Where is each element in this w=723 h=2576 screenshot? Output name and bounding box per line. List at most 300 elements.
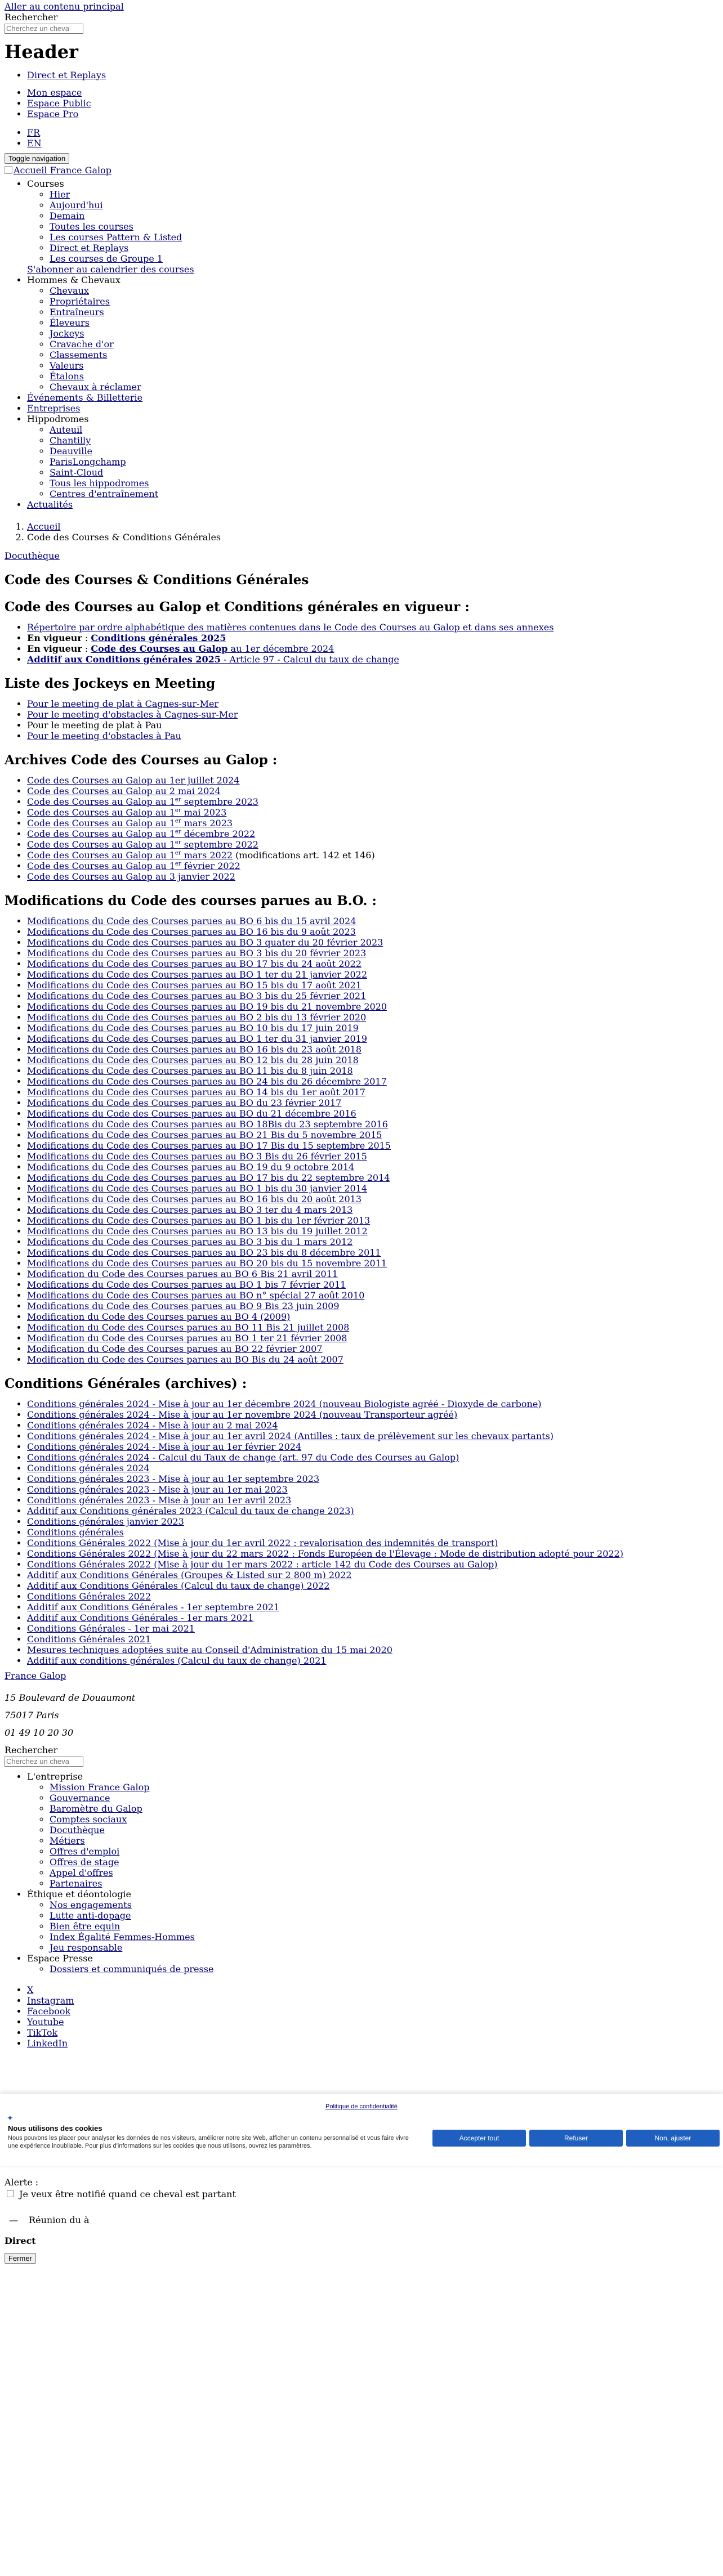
espace-public-link[interactable]: Espace Public	[27, 97, 91, 109]
list-item	[27, 1399, 709, 1409]
list-item	[27, 796, 709, 807]
list-item	[27, 828, 709, 839]
main-navigation	[5, 178, 709, 510]
archive-note: (modifications art. 142 et 146)	[233, 850, 375, 861]
modif-bo-link[interactable]: Modifications du Code des Courses parues au BO 17 bis du 24 août 2022	[27, 958, 362, 969]
archive-text: Code des Courses au Galop au 3 janvier 2022	[27, 871, 235, 882]
modif-bo-link[interactable]: Modifications du Code des Courses parues au BO 1 ter du 21 janvier 2022	[27, 969, 367, 980]
repertoire-link[interactable]: Répertoire par ordre alphabétique des matières contenues dans le Code des Courses au Galop et dans ses annexes	[27, 622, 554, 633]
nav-subitem	[50, 435, 709, 446]
modif-bo-link[interactable]: Modifications du Code des Courses parues au BO du 21 décembre 2016	[27, 1108, 356, 1119]
modif-bo-link[interactable]: Modifications du Code des Courses parues au BO 10 bis du 17 juin 2019	[27, 1023, 359, 1033]
nav-hommes-label[interactable]: Hommes & Chevaux	[27, 275, 120, 285]
modif-bo-link[interactable]: Modification du Code des Courses parues au BO Bis du 24 août 2007	[27, 1354, 343, 1365]
conditions-archive-link[interactable]: Conditions générales 2023 - Mise à jour au 1er avril 2023	[27, 1495, 292, 1506]
social-link[interactable]: Instagram	[27, 1995, 74, 2006]
modif-bo-link[interactable]: Modifications du Code des Courses parues au BO 1 bis 7 février 2011	[27, 1279, 346, 1290]
modif-bo-link[interactable]: Modifications du Code des Courses parues au BO 1 bis du 30 janvier 2014	[27, 1183, 368, 1194]
list-item	[27, 1559, 709, 1570]
archive-code-link[interactable]	[27, 839, 258, 850]
social-link[interactable]: Facebook	[27, 2005, 71, 2017]
breadcrumb-item	[27, 532, 709, 543]
lang-fr-link[interactable]: FR	[27, 127, 41, 138]
modif-bo-link[interactable]: Modifications du Code des Courses parues au BO 3 bis du 20 février 2023	[27, 948, 367, 958]
jockeys-link[interactable]: Pour le meeting de plat à Cagnes-sur-Mer	[27, 698, 219, 709]
nav-chantilly-link[interactable]: Chantilly	[50, 435, 91, 446]
reunion-dash: —	[9, 2215, 18, 2225]
list-item	[27, 1215, 709, 1226]
modif-bo-link[interactable]: Modifications du Code des Courses parues au BO 6 bis du 15 avril 2024	[27, 916, 356, 926]
footer-entreprise-link[interactable]: Métiers	[50, 1835, 85, 1846]
footer-menu	[5, 1771, 709, 1974]
list-item	[27, 654, 709, 665]
footer-entreprise-link[interactable]: Offres de stage	[50, 1856, 119, 1867]
lang-en-link[interactable]: EN	[27, 137, 42, 149]
footer-entreprise-link[interactable]: Docuthèque	[50, 1824, 105, 1835]
alert-checkbox-label: Je veux être notifié quand ce cheval est partant	[19, 2189, 236, 2199]
archive-code-link[interactable]	[27, 775, 239, 786]
nav-subitem	[50, 424, 709, 435]
footer-entreprise-link[interactable]: Mission France Galop	[50, 1781, 150, 1793]
nav-subitem	[50, 360, 709, 371]
conditions-archive-link[interactable]: Conditions générales 2024 - Mise à jour au 1er novembre 2024 (nouveau Transporteur agréé)	[27, 1409, 458, 1420]
archive-sup: er	[175, 839, 181, 846]
list-item	[27, 1333, 709, 1343]
modif-bo-link[interactable]: Modifications du Code des Courses parues au BO 16 bis du 9 août 2023	[27, 926, 356, 937]
modif-bo-link[interactable]: Modifications du Code des Courses parues au BO 17 bis du 22 septembre 2014	[27, 1172, 390, 1183]
modif-bo-link[interactable]: Modifications du Code des Courses parues au BO 19 bis du 21 novembre 2020	[27, 1001, 387, 1012]
nav-hier-link[interactable]: Hier	[50, 189, 70, 200]
modif-bo-link[interactable]: Modifications du Code des Courses parues au BO 3 ter du 4 mars 2013	[27, 1204, 353, 1215]
archive-code-link[interactable]	[27, 796, 258, 807]
modif-bo-link[interactable]: Modifications du Code des Courses parues au BO 21 Bis du 5 novembre 2015	[27, 1130, 382, 1140]
footer-ethique-list	[27, 1899, 709, 1953]
modif-bo-link[interactable]: Modifications du Code des Courses parues au BO 1 ter du 31 janvier 2019	[27, 1033, 367, 1044]
footer-entreprise-link[interactable]: Appel d'offres	[50, 1867, 113, 1878]
page-title: Code des Courses & Conditions Générales	[5, 572, 309, 588]
article-97-link[interactable]: - Article 97 - Calcul du taux de change	[220, 654, 399, 665]
list-item	[50, 1964, 709, 1974]
modif-bo-link[interactable]: Modifications du Code des Courses parues au BO du 23 février 2017	[27, 1097, 342, 1108]
archive-text: Code des Courses au Galop au 1	[27, 818, 175, 828]
list-item	[50, 1835, 709, 1846]
close-button[interactable]: Fermer	[5, 2253, 36, 2264]
jockeys-link[interactable]: Pour le meeting d'obstacles à Pau	[27, 731, 181, 741]
list-item	[27, 1623, 709, 1634]
list-item	[27, 1655, 709, 1666]
social-link[interactable]: Youtube	[27, 2016, 64, 2027]
list-item	[27, 807, 709, 818]
subscribe-calendar-link[interactable]: S'abonner au calendrier des courses	[27, 264, 194, 275]
modif-bo-link[interactable]: Modifications du Code des Courses parues au BO 3 bis du 1 mars 2012	[27, 1237, 353, 1247]
modif-bo-link[interactable]: Modifications du Code des Courses parues au BO 16 bis du 20 août 2013	[27, 1194, 362, 1204]
nav-subitem	[50, 296, 709, 307]
modif-bo-link[interactable]: Modifications du Code des Courses parues au BO n° spécial 27 août 2010	[27, 1290, 365, 1301]
list-item	[27, 1279, 709, 1290]
list-item	[50, 1814, 709, 1825]
footer-presse-link[interactable]: Dossiers et communiqués de presse	[50, 1963, 214, 1974]
nav-valeurs-link[interactable]: Valeurs	[50, 360, 84, 371]
conditions-archive-link[interactable]: Additif aux conditions générales (Calcul du taux de change) 2021	[27, 1655, 327, 1666]
modif-bo-link[interactable]: Modifications du Code des Courses parues au BO 19 du 9 octobre 2014	[27, 1162, 355, 1172]
nav-deauville-link[interactable]: Deauville	[50, 446, 92, 456]
footer-entreprise-link[interactable]: Partenaires	[50, 1878, 102, 1889]
en-vigueur-label: En vigueur	[27, 633, 82, 643]
list-item	[50, 1921, 709, 1932]
archive-text: Code des Courses au Galop au 1	[27, 839, 175, 850]
section-vigueur-title: Code des Courses au Galop et Conditions générales en vigueur :	[5, 599, 470, 615]
docutheque-link[interactable]: Docuthèque	[5, 550, 60, 561]
conditions-archive-link[interactable]: Additif aux Conditions Générales - 1er mars 2021	[27, 1612, 254, 1623]
list-item	[27, 1012, 709, 1023]
header-title: Header	[5, 41, 78, 62]
list-item	[27, 1484, 709, 1495]
list-item	[27, 850, 709, 861]
nav-cravache-link[interactable]: Cravache d'or	[50, 339, 114, 350]
social-link[interactable]: X	[27, 1984, 34, 1995]
cookie-icon[interactable]: ✦	[7, 2113, 14, 2122]
archive-code-link[interactable]	[27, 828, 255, 839]
list-item	[27, 1076, 709, 1087]
modif-bo-link[interactable]: Modifications du Code des Courses parues au BO 24 bis du 26 décembre 2017	[27, 1076, 387, 1087]
footer-search-input[interactable]	[5, 1757, 83, 1767]
list-item	[27, 775, 709, 786]
footer-ethique-link[interactable]: Bien être equin	[50, 1920, 120, 1932]
modif-bo-link[interactable]: Modifications du Code des Courses parues au BO 14 bis du 1er août 2017	[27, 1087, 365, 1097]
footer-ethique-link[interactable]: Jeu responsable	[50, 1942, 123, 1953]
archive-date: septembre 2023	[181, 796, 258, 807]
conditions-archive-link[interactable]: Additif aux Conditions générales 2023 (Calcul du taux de change 2023)	[27, 1506, 354, 1516]
jockeys-link[interactable]: Pour le meeting d'obstacles à Cagnes-sur-Mer	[27, 709, 238, 720]
conditions-archive-link[interactable]: Conditions Générales 2022 (Mise à jour du 1er avril 2022 : revalorisation des indemnités de transport)	[27, 1538, 498, 1548]
list-item	[27, 1634, 709, 1645]
list-item	[27, 1087, 709, 1097]
cookie-banner	[0, 2094, 723, 2166]
cookie-description: Nous pouvons les placer pour analyser les données de nos visiteurs, améliorer notre site Web, afficher un contenu personnalisé et vous faire vivre une expérience inoubliable. Pour plus d'informations sur les cookies que nous utilisons, ouvrez les paramètres.	[8, 2135, 409, 2149]
nav-hommes-submenu	[27, 285, 709, 392]
direct-title: Direct	[5, 2235, 36, 2246]
section-jockeys-title: Liste des Jockeys en Meeting	[5, 676, 216, 691]
conditions-archive-link[interactable]: Conditions Générales - 1er mai 2021	[27, 1623, 195, 1634]
archive-code-link[interactable]	[27, 818, 233, 828]
list-item	[27, 1140, 709, 1151]
list-item	[27, 1580, 709, 1591]
list-item	[27, 1044, 709, 1055]
direct-replays-link[interactable]: Direct et Replays	[27, 69, 106, 80]
list-item	[27, 1984, 709, 1995]
nav-subitem	[50, 221, 709, 232]
list-item	[27, 1420, 709, 1431]
privacy-policy-link[interactable]: Politique de confidentialité	[325, 2103, 398, 2110]
archive-sup: er	[175, 818, 181, 825]
list-item	[27, 1172, 709, 1183]
list-item	[27, 1258, 709, 1269]
refuse-button[interactable]: Refuser	[529, 2130, 623, 2147]
nav-subitem	[50, 317, 709, 328]
list-item	[27, 2017, 709, 2027]
modif-bo-link[interactable]: Modifications du Code des Courses parues au BO 18Bis du 23 septembre 2016	[27, 1119, 388, 1130]
list-item	[27, 1108, 709, 1119]
modif-bo-link[interactable]: Modifications du Code des Courses parues au BO 3 Bis du 26 février 2015	[27, 1151, 367, 1162]
nav-proprietaires-link[interactable]: Propriétaires	[50, 296, 110, 307]
nav-actualites-link[interactable]: Actualités	[27, 499, 73, 510]
nav-subitem	[50, 189, 709, 200]
footer-entreprise-link[interactable]: Offres d'emploi	[50, 1845, 120, 1857]
conditions-archive-link[interactable]: Conditions générales 2023 - Mise à jour au 1er septembre 2023	[27, 1473, 320, 1484]
conditions-archive-link[interactable]: Conditions générales 2024	[27, 1463, 150, 1473]
list-item	[27, 926, 709, 937]
nav-reclamer-link[interactable]: Chevaux à réclamer	[50, 382, 141, 392]
list-item	[50, 1899, 709, 1910]
conditions-archive-link[interactable]: Conditions générales 2024 - Mise à jour au 1er décembre 2024 (nouveau Biologiste agréé - Dioxyde de carbone)	[27, 1399, 542, 1409]
reunion-text: Réunion du à	[29, 2215, 90, 2225]
list-item	[50, 1793, 709, 1803]
list-item	[27, 1645, 709, 1655]
accept-all-button[interactable]: Accepter tout	[432, 2130, 526, 2147]
list-item	[50, 1867, 709, 1878]
footer-entreprise	[27, 1771, 709, 1889]
list-item: • En vigueur : Code des Courses au Galop au 1er décembre 2024	[27, 643, 709, 654]
list-item	[27, 1995, 709, 2006]
nav-toutes-courses-link[interactable]: Toutes les courses	[50, 221, 133, 232]
conditions-archive-link[interactable]: Conditions générales 2024 - Calcul du Taux de change (art. 97 du Code des Courses au Galop)	[27, 1452, 459, 1463]
footer-address-line2: 75017 Paris	[5, 1710, 59, 1721]
modif-bo-link[interactable]: Modifications du Code des Courses parues au BO 3 quater du 20 février 2023	[27, 937, 383, 948]
language-item	[27, 127, 709, 138]
nav-subitem	[50, 371, 709, 382]
language-switcher	[5, 127, 709, 149]
modif-bo-link[interactable]: Modifications du Code des Courses parues au BO 11 bis du 8 juin 2018	[27, 1065, 353, 1076]
nav-hippodromes-label[interactable]: Hippodromes	[27, 414, 89, 424]
conditions-archive-link[interactable]: Conditions générales 2024 - Mise à jour au 2 mai 2024	[27, 1420, 278, 1431]
skip-link[interactable]: Aller au contenu principal	[5, 1, 124, 12]
list-item	[27, 839, 709, 850]
breadcrumb-home-link[interactable]: Accueil	[27, 521, 61, 532]
list-item	[27, 709, 709, 720]
list-item	[27, 1247, 709, 1258]
archive-code-link[interactable]	[27, 807, 226, 818]
nav-subitem	[50, 307, 709, 317]
list-item	[27, 1452, 709, 1463]
account-links	[5, 87, 709, 119]
conditions-archive-link[interactable]: Mesures techniques adoptées suite au Conseil d'Administration du 15 mai 2020	[27, 1645, 392, 1655]
nav-centres-link[interactable]: Centres d'entraînement	[50, 489, 159, 499]
conditions-archive-link[interactable]: Additif aux Conditions Générales - 1er septembre 2021	[27, 1602, 280, 1612]
modif-bo-link[interactable]: Modifications du Code des Courses parues au BO 1 bis du 1er février 2013	[27, 1215, 371, 1226]
archive-code-link[interactable]	[27, 861, 240, 871]
nav-jockeys-link[interactable]: Jockeys	[50, 328, 84, 339]
archive-code-link[interactable]	[27, 850, 233, 861]
list-item	[27, 991, 709, 1001]
nav-courses	[27, 178, 709, 275]
modif-bo-link[interactable]: Modifications du Code des Courses parues au BO 12 bis du 28 juin 2018	[27, 1055, 359, 1065]
nav-auteuil-link[interactable]: Auteuil	[50, 424, 83, 435]
modifs-list	[5, 916, 709, 1365]
nav-etalons-link[interactable]: Étalons	[50, 371, 84, 382]
conditions-archive-link[interactable]: Conditions générales	[27, 1527, 124, 1538]
nav-eleveurs-link[interactable]: Éleveurs	[50, 317, 90, 328]
conditions-archive-link[interactable]: Additif aux Conditions Générales (Groupes & Listed sur 2 800 m) 2022	[27, 1570, 352, 1580]
nav-subitem	[50, 253, 709, 264]
nav-subitem	[50, 446, 709, 456]
nav-groupe1-link[interactable]: Les courses de Groupe 1	[50, 253, 163, 264]
conditions-archive-link[interactable]: Additif aux Conditions Générales (Calcul du taux de change) 2022	[27, 1580, 330, 1591]
conditions-2025-link[interactable]: Conditions générales 2025	[91, 633, 226, 643]
conditions-archive-link[interactable]: Conditions générales 2023 - Mise à jour au 1er mai 2023	[27, 1484, 288, 1495]
conditions-archive-link[interactable]: Conditions Générales 2022	[27, 1591, 151, 1602]
modif-bo-link[interactable]: Modifications du Code des Courses parues au BO 16 bis du 23 août 2018	[27, 1044, 362, 1055]
nav-tous-hippodromes-link[interactable]: Tous les hippodromes	[50, 478, 149, 489]
nav-hippodromes-submenu	[27, 424, 709, 499]
list-item	[27, 1591, 709, 1602]
list-item	[27, 1431, 709, 1441]
modif-bo-link[interactable]: Modification du Code des Courses parues au BO 22 février 2007	[27, 1343, 323, 1354]
nav-pattern-listed-link[interactable]: Les courses Pattern & Listed	[50, 232, 182, 243]
modif-bo-link[interactable]: Modifications du Code des Courses parues au BO 13 bis du 19 juillet 2012	[27, 1226, 368, 1237]
nav-subitem	[50, 200, 709, 210]
reunion-row	[9, 2215, 90, 2225]
conditions-archive-link[interactable]: Conditions Générales 2022 (Mise à jour du 22 mars 2022 : Fonds Européen de l'Élevage : Mode de distribution adopté pour 2022)	[27, 1548, 623, 1559]
list-item	[27, 698, 709, 709]
espace-pro-link[interactable]: Espace Pro	[27, 108, 79, 119]
nav-chevaux-link[interactable]: Chevaux	[50, 285, 89, 296]
archive-date: mars 2023	[181, 818, 233, 828]
modif-bo-link[interactable]: Modifications du Code des Courses parues au BO 15 bis du 17 août 2021	[27, 980, 362, 991]
nav-subitem	[50, 210, 709, 221]
footer-brand-link[interactable]: France Galop	[5, 1670, 66, 1681]
list-item	[27, 1548, 709, 1559]
alert-section	[5, 2177, 236, 2199]
list-item	[27, 1226, 709, 1237]
list-item	[27, 861, 709, 871]
list-item: • En vigueur : Conditions générales 2025	[27, 633, 709, 643]
list-item	[27, 1301, 709, 1311]
en-vigueur-label: En vigueur	[27, 643, 82, 654]
list-item	[27, 1119, 709, 1130]
footer-entreprise-link[interactable]: Comptes sociaux	[50, 1813, 127, 1825]
nav-saint-cloud-link[interactable]: Saint-Cloud	[50, 467, 104, 478]
archive-text: Code des Courses au Galop au 1	[27, 796, 175, 807]
archive-sup: er	[175, 861, 181, 867]
social-link[interactable]: LinkedIn	[27, 2037, 68, 2049]
modif-bo-link[interactable]: Modification du Code des Courses parues au BO 6 Bis 21 avril 2011	[27, 1269, 338, 1279]
modif-bo-link[interactable]: Modifications du Code des Courses parues au BO 20 bis du 15 novembre 2011	[27, 1258, 387, 1269]
nav-subitem	[50, 489, 709, 499]
footer-search-label: Rechercher	[5, 1745, 58, 1755]
list-item	[27, 1538, 709, 1548]
modif-bo-link[interactable]: Modification du Code des Courses parues au BO 4 (2009)	[27, 1311, 291, 1322]
nav-aujourdhui-link[interactable]: Aujourd'hui	[50, 200, 103, 210]
archive-code-link[interactable]	[27, 786, 221, 796]
nav-courses-label[interactable]: Courses	[27, 178, 64, 189]
nav-hommes-chevaux	[27, 275, 709, 392]
modif-bo-link[interactable]: Modification du Code des Courses parues au BO 11 Bis 21 juillet 2008	[27, 1322, 350, 1333]
section-modifs-title: Modifications du Code des courses parues au B.O. :	[5, 893, 377, 908]
modif-bo-link[interactable]: Modifications du Code des Courses parues au BO 23 bis du 8 décembre 2011	[27, 1247, 381, 1258]
list-item	[27, 2006, 709, 2017]
list-item	[27, 1463, 709, 1473]
conditions-archive-link[interactable]: Conditions générales 2024 - Mise à jour au 1er février 2024	[27, 1441, 302, 1452]
nav-direct-replays-link[interactable]: Direct et Replays	[50, 243, 129, 253]
nav-subitem	[50, 285, 709, 296]
list-item	[27, 1506, 709, 1516]
list-item	[27, 1023, 709, 1033]
list-item	[50, 1857, 709, 1867]
search-input[interactable]	[5, 24, 83, 34]
modif-bo-link[interactable]: Modifications du Code des Courses parues au BO 3 bis du 25 février 2021	[27, 991, 367, 1001]
nav-subitem	[50, 467, 709, 478]
nav-entraineurs-link[interactable]: Entraîneurs	[50, 307, 104, 317]
archive-sup: er	[175, 850, 181, 857]
jockeys-list	[5, 698, 709, 741]
archive-text: Code des Courses au Galop au 1er juillet 2024	[27, 775, 240, 786]
alert-checkbox-row[interactable]	[5, 2189, 236, 2199]
archive-code-link[interactable]	[27, 871, 235, 882]
code-courses-link[interactable]	[91, 643, 334, 654]
nav-classements-link[interactable]: Classements	[50, 350, 108, 360]
additif-2025-link[interactable]: Additif aux Conditions générales 2025	[27, 654, 221, 665]
section-archives-cg-title: Conditions Générales (archives) :	[5, 1376, 247, 1391]
conditions-archive-link[interactable]: Conditions générales 2024 - Mise à jour au 1er avril 2024 (Antilles : taux de prélèvement sur les chevaux partants)	[27, 1431, 554, 1441]
list-item	[50, 1782, 709, 1793]
conditions-archive-link[interactable]: Conditions générales janvier 2023	[27, 1516, 184, 1527]
logo-link[interactable]	[5, 165, 111, 176]
conditions-archive-link[interactable]: Conditions Générales 2022 (Mise à jour du 1er mars 2022 : article 142 du Code des Courses au Galop)	[27, 1559, 498, 1570]
adjust-button[interactable]: Non, ajuster	[626, 2130, 720, 2147]
nav-entreprises-link[interactable]: Entreprises	[27, 403, 81, 414]
footer-entreprise-link[interactable]: Baromètre du Galop	[50, 1803, 142, 1814]
nav-subitem	[50, 456, 709, 467]
footer-entreprise-link[interactable]: Gouvernance	[50, 1792, 110, 1803]
list-item	[27, 622, 709, 633]
footer-ethique-link[interactable]: Index Égalité Femmes-Hommes	[50, 1931, 195, 1942]
footer-ethique-link[interactable]: Nos engagements	[50, 1899, 132, 1910]
archive-date: mars 2022	[181, 850, 233, 861]
nav-demain-link[interactable]: Demain	[50, 210, 85, 221]
archive-text: Code des Courses au Galop au 1	[27, 861, 175, 871]
mon-espace-link[interactable]: Mon espace	[27, 87, 82, 98]
list-item	[50, 1942, 709, 1953]
nav-parislongchamp-link[interactable]: ParisLongchamp	[50, 456, 126, 467]
footer-address-line1: 15 Boulevard de Douaumont	[5, 1692, 136, 1703]
account-link	[27, 98, 709, 109]
list-item	[27, 731, 709, 741]
nav-actualites	[27, 499, 709, 510]
nav-evenements-link[interactable]: Événements & Billetterie	[27, 392, 143, 403]
conditions-archive-link[interactable]: Conditions Générales 2021	[27, 1634, 151, 1645]
nav-subitem	[50, 350, 709, 360]
list-item	[27, 937, 709, 948]
list-item	[50, 1878, 709, 1889]
footer-ethique-link[interactable]: Lutte anti-dopage	[50, 1910, 131, 1921]
list-item	[27, 1311, 709, 1322]
modif-bo-link[interactable]: Modification du Code des Courses parues au BO 1 ter 21 février 2008	[27, 1333, 347, 1343]
nav-subitem	[50, 232, 709, 243]
modif-bo-link[interactable]: Modifications du Code des Courses parues au BO 9 Bis 23 juin 2009	[27, 1301, 340, 1311]
alert-checkbox[interactable]	[7, 2190, 14, 2197]
list-item	[50, 1910, 709, 1921]
list-item	[27, 1570, 709, 1580]
social-link[interactable]: TikTok	[27, 2027, 58, 2038]
modif-bo-link[interactable]: Modifications du Code des Courses parues au BO 2 bis du 13 février 2020	[27, 1012, 367, 1023]
list-item	[50, 1932, 709, 1942]
archive-date: février 2022	[181, 861, 240, 871]
breadcrumb-current: Code des Courses & Conditions Générales	[27, 532, 221, 543]
list-item	[27, 980, 709, 991]
modif-bo-link[interactable]: Modifications du Code des Courses parues au BO 17 Bis du 15 septembre 2015	[27, 1140, 391, 1151]
toggle-navigation-button[interactable]: Toggle navigation	[5, 153, 69, 164]
footer-ethique	[27, 1889, 709, 1953]
